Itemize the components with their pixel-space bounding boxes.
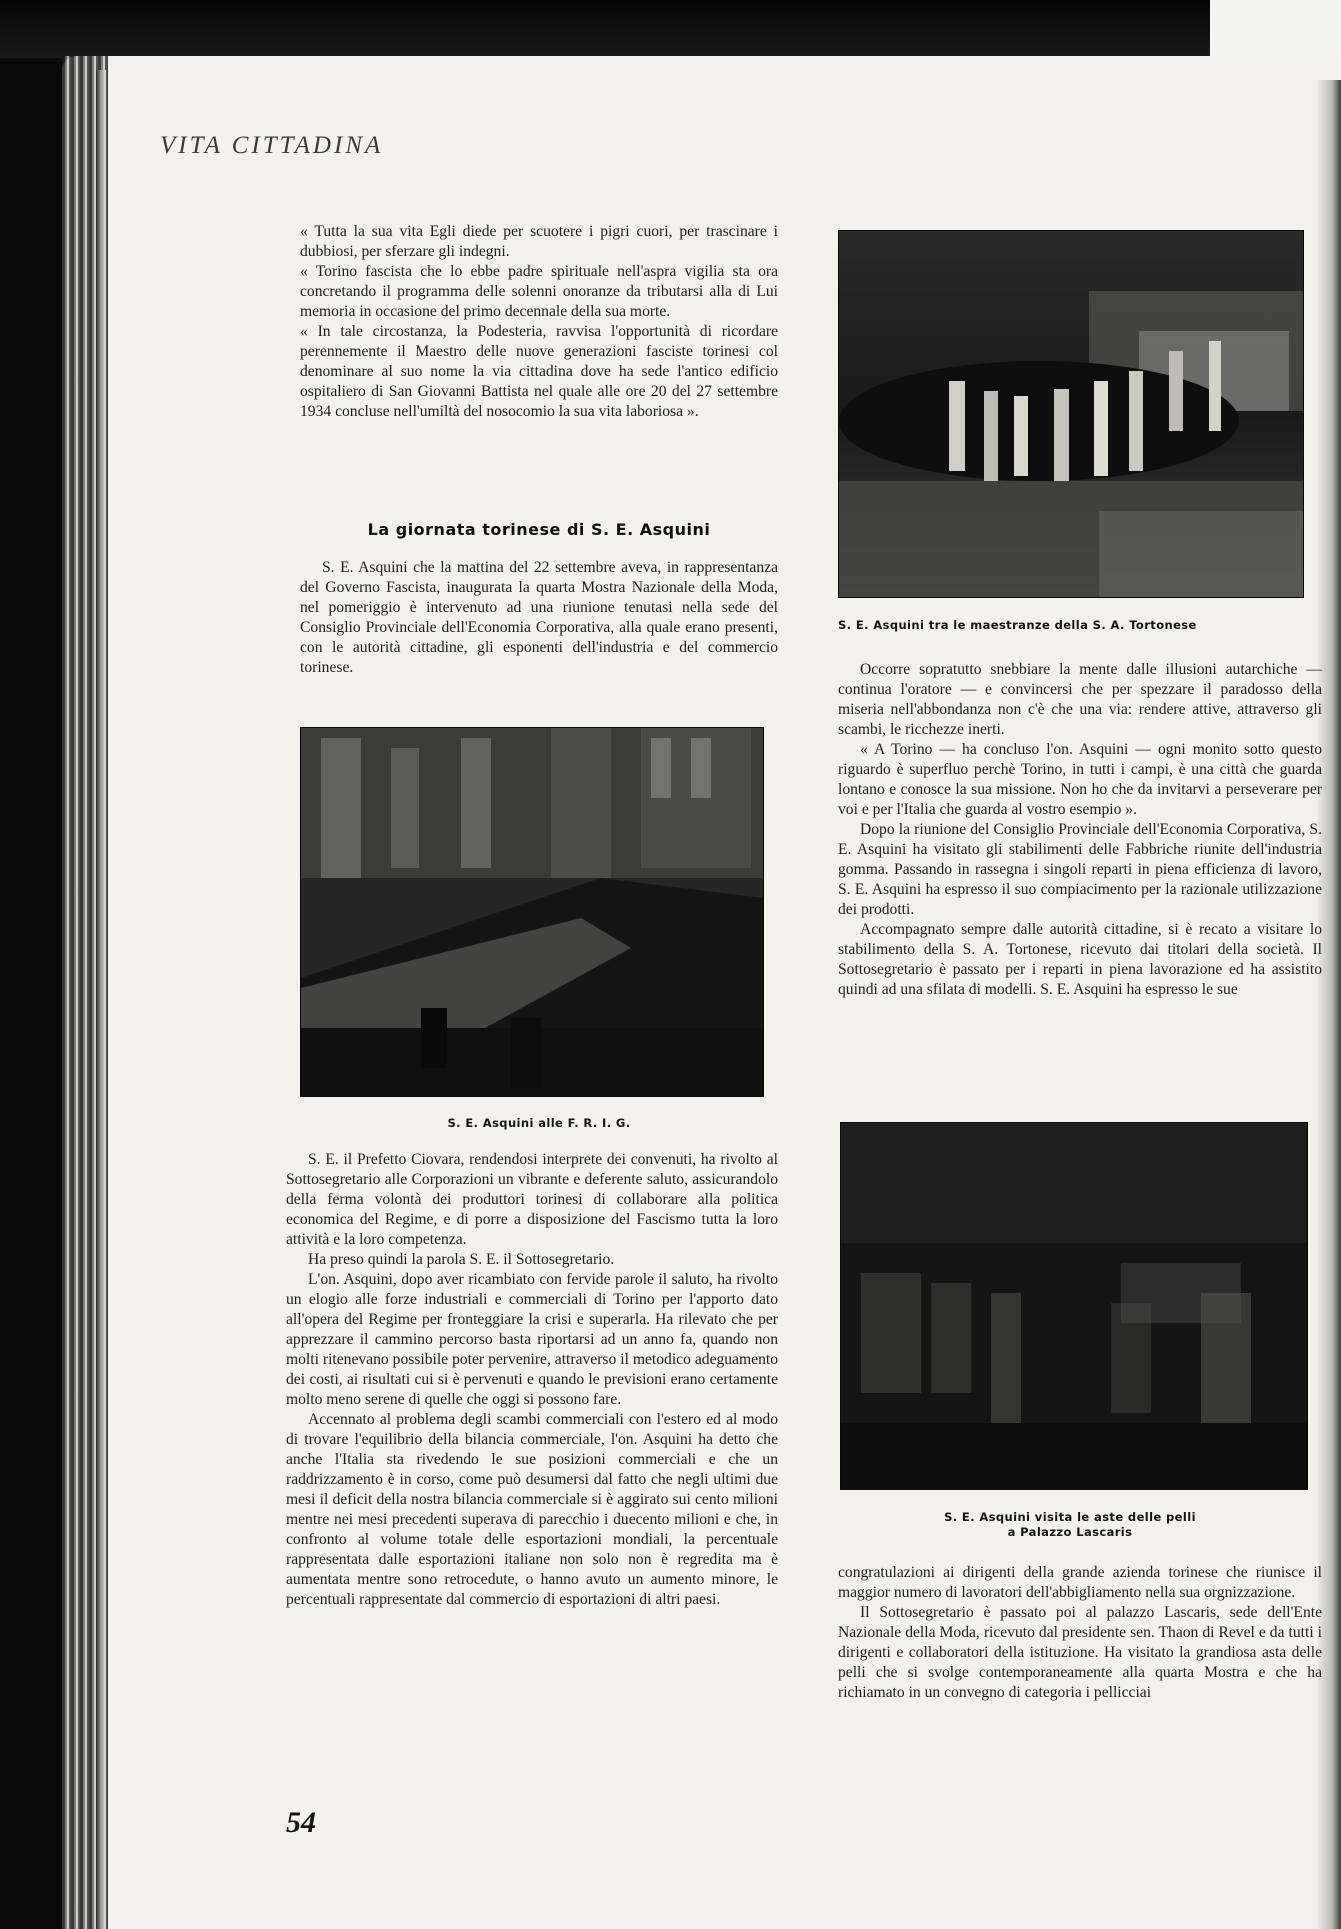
paragraph: Accennato al problema degli scambi commerciali con l'estero ed al modo di trovare l'equilibrio della bilancia commerciale, l'on. Asquini ha detto che anche l'Italia sta rivedendo le sue posizioni commerciali e che un raddrizzamento è in corso, come può desumersi dal fatto che negli ultimi due mesi il deficit della nostra bilancia commerciale si è aggirato sui cento milioni mentre nei mesi precedenti superava di parecchio i duecento milioni e che, in confronto al volume totale delle esportazioni mondiali, la percentuale rappresentata dalle esportazioni italiane non solo non è regredita ma è aumentata mentre sono retrocedute, o hanno avuto un aumento minore, le percentuali rappresentate dal commercio di esportazioni di altri paesi. [286,1411,778,1608]
caption-line: a Palazzo Lascaris [1007,1525,1133,1539]
page-binding-edge [96,70,106,1929]
paragraph: Dopo la riunione del Consiglio Provinciale dell'Economia Corporativa, S. E. Asquini ha visitato gli stabilimenti delle Fabbriche riunite dell'industria gomma. Passando in rassegna i singoli reparti in piena efficienza di lavoro, S. E. Asquini ha espresso il suo compiacimento per la razionale utilizzazione dei prodotti. [838,821,1322,918]
photo-2-caption: S. E. Asquini alle F. R. I. G. [447,1116,631,1130]
paragraph: « Tutta la sua vita Egli diede per scuotere i pigri cuori, per trascinare i dubbiosi, per sferzare gli indegni. [300,223,778,260]
page-number: 54 [286,1806,316,1839]
paragraph: Il Sottosegretario è passato poi al palazzo Lascaris, sede dell'Ente Nazionale della Moda, ricevuto dal presidente sen. Thaon di Revel e da tutti i dirigenti e collaboratori della istituzione. Ha visitato la grandiosa asta delle pelli che si svolge contemporaneamente alla quarta Mostra e che ha richiamato in un convegno di categoria i pellicciai [838,1604,1322,1701]
paragraph: S. E. Asquini che la mattina del 22 settembre aveva, in rappresentanza del Governo Fascista, inaugurata la quarta Mostra Nazionale della Moda, nel pomeriggio è intervenuto ad una riunione tenutasi nella sede del Consiglio Provinciale dell'Economia Corporativa, alla quale erano presenti, con le autorità cittadine, gli esponenti dell'industria e del commercio torinese. [300,559,778,676]
photo-1-image [839,231,1303,597]
paragraph: S. E. il Prefetto Ciovara, rendendosi interprete dei convenuti, ha rivolto al Sottosegretario alle Corporazioni un vibrante e deferente saluto, assicurandolo della ferma volontà dei produttori torinesi di collaborare alla politica economica del Regime, e di porre a disposizione del Fascismo tutta la loro attività e la loro competenza. [286,1151,778,1248]
paragraph: « Torino fascista che lo ebbe padre spirituale nell'aspra vigilia sta ora concretando il programma delle solenni onoranze da tributarsi alla di Lui memoria in occasione del primo decennale della sua morte. [300,263,778,320]
photo-workers-tortonese [838,230,1304,598]
photo-2-image [301,728,763,1096]
left-bottom-column [286,1150,778,1610]
photo-palazzo-lascaris [840,1122,1308,1490]
section-intro [300,558,778,678]
paragraph: Accompagnato sempre dalle autorità cittadine, si è recato a visitare lo stabilimento della S. A. Tortonese, ricevuto dai titolari della società. Il Sottosegretario è passato per i reparti in piena lavorazione ed ha assistito quindi ad una sfilata di modelli. S. E. Asquini ha espresso le sue [838,921,1322,998]
paragraph: Ha preso quindi la parola S. E. il Sottosegretario. [308,1251,615,1268]
paragraph: congratulazioni ai dirigenti della grande azienda torinese che riunisce il maggior numero di lavoratori dell'abbigliamento nella sua orgnizzazione. [838,1564,1322,1601]
photo-3-image [841,1123,1307,1489]
left-top-column [300,222,778,422]
photo-asquini-frig [300,727,764,1097]
paragraph: « In tale circostanza, la Podesteria, ravvisa l'opportunità di ricordare perennemente il Maestro delle nuove generazioni fasciste torinesi col denominare al suo nome la via cittadina dove ha sede l'antico edificio ospitaliero di San Giovanni Battista nel quale alle ore 20 del 27 settembre 1934 concluse nell'umiltà del nosocomio la sua vita laboriosa ». [300,323,778,420]
right-bottom-column [838,1563,1322,1703]
section-title: La giornata torinese di S. E. Asquini [367,520,711,539]
paragraph: L'on. Asquini, dopo aver ricambiato con fervide parole il saluto, ha rivolto un elogio alle forze industriali e commerciali di Torino per l'apporto dato all'opera del Regime per fronteggiare la crisi e superarla. Ha rilevato che per apprezzare il cammino percorso basta riportarsi ad un anno fa, quando non molti ritenevano possibile poter pervenire, attraverso il metodico adeguamento dei costi, ai risultati cui si è pervenuti e quando le previsioni erano certamente molto meno serene di quelle che oggi si possono fare. [286,1271,778,1408]
photo-3-caption [838,1510,1302,1540]
photo-1-caption: S. E. Asquini tra le maestranze della S. A. Tortonese [838,618,1197,632]
running-header: VITA CITTADINA [160,132,384,159]
scan-top-shadow [0,0,1341,58]
paragraph: « A Torino — ha concluso l'on. Asquini — ogni monito sotto questo riguardo è superfluo perchè Torino, in tutti i campi, è una città che guarda lontano e conosce la sua missione. Non ho che da invitarvi a perseverare per voi e per l'Italia che guarda al vostro esempio ». [838,741,1322,818]
paragraph: Occorre sopratutto snebbiare la mente dalle illusioni autarchiche — continua l'oratore — e convincersi che per spezzare il paradosso della miseria nell'abbondanza non c'è che una via: rendere attive, attraverso gli scambi, le ricchezze inerti. [838,661,1322,738]
right-top-column [838,660,1322,1000]
caption-line: S. E. Asquini visita le aste delle pelli [944,1510,1196,1524]
